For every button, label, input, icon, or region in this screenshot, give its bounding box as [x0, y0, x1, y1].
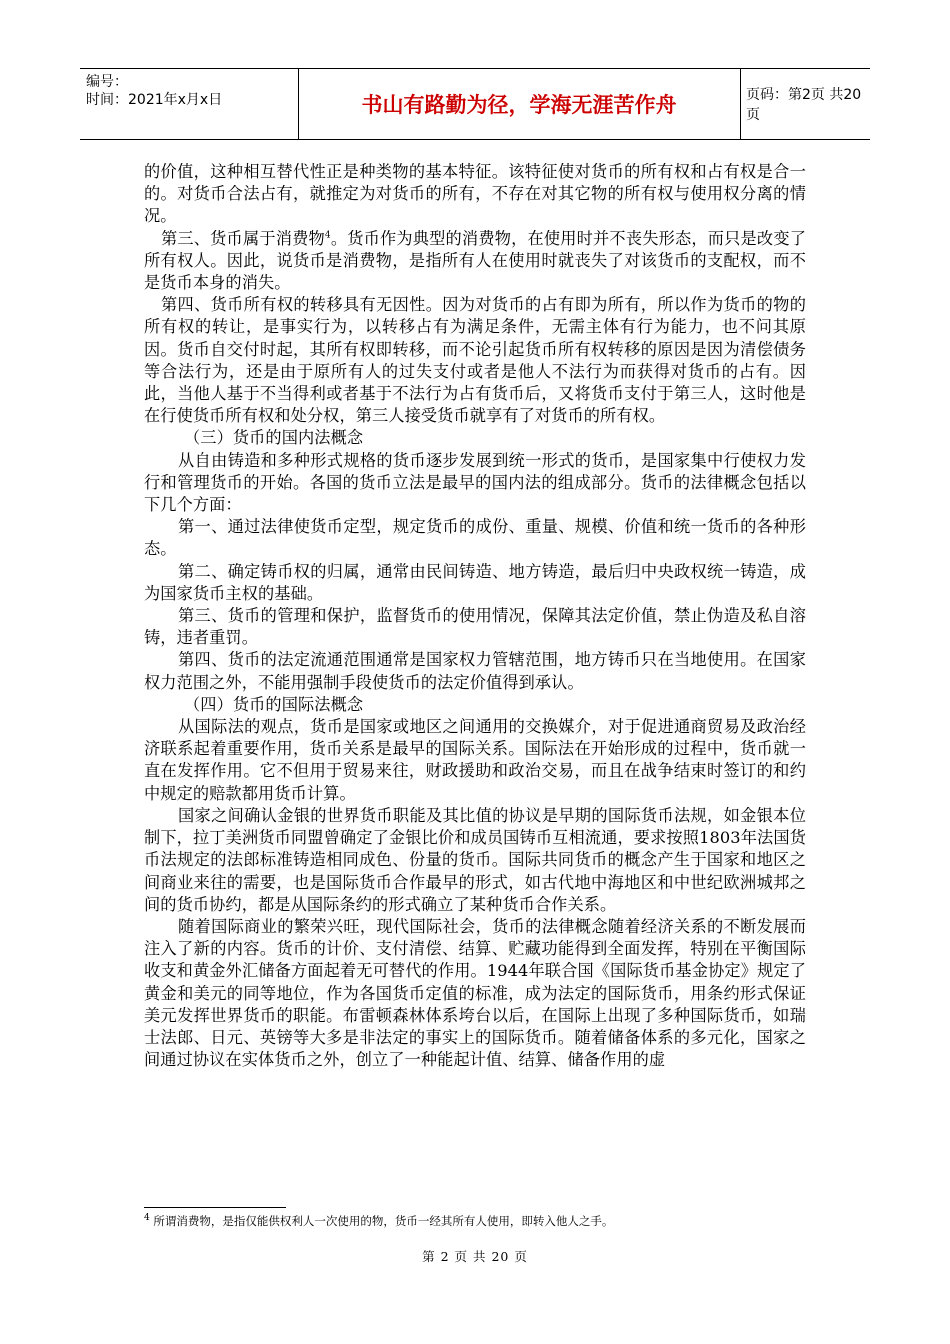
- body-paragraph: 从自由铸造和多种形式规格的货币逐步发展到统一形式的货币，是国家集中行使权力发行和管理货币的开始。各国的货币立法是最早的国内法的组成部分。货币的法律概念包括以下几个方面：: [144, 450, 806, 515]
- body-paragraph: 国家之间确认金银的世界货币职能及其比值的协议是早期的国际货币法规，如金银本位制下，拉丁美洲货币同盟曾确定了金银比价和成员国铸币互相流通，要求按照1803年法国货币法规定的法郎标准铸造相同成色、份量的货币。国际共同货币的概念产生于国家和地区之间商业来往的需要，也是国际货币合作最早的形式，如古代地中海地区和中世纪欧洲城邦之间的货币协约，都是从国际条约的形式确立了某种货币合作关系。: [144, 805, 806, 914]
- paragraph-text: 。货币作为典型的消费物，在使用时并不丧失形态，而只是改变了所有权人。因此，说货币是消费物，是指所有人在使用时就丧失了对该货币的支配权，而不是货币本身的消失。: [144, 228, 806, 293]
- body-paragraph: 第一、通过法律使货币定型，规定货币的成份、重量、规模、价值和统一货币的各种形态。: [144, 517, 806, 559]
- document-time-label: 时间：2021年x月x日: [86, 92, 223, 108]
- paragraph-text: 第三、货币属于消费物: [161, 228, 325, 248]
- body-paragraph: 第二、确定铸币权的归属，通常由民间铸造、地方铸造，最后归中央政权统一铸造，成为国家货币主权的基础。: [144, 561, 806, 603]
- section-heading: （四）货币的国际法概念: [184, 694, 364, 714]
- section-heading: （三）货币的国内法概念: [184, 428, 364, 448]
- footnote-text: 所谓消费物，是指仅能供权利人一次使用的物，货币一经其所有人使用，即转入他人之手。: [153, 1214, 614, 1228]
- document-header: [80, 68, 870, 140]
- body-paragraph: 随着国际商业的繁荣兴旺，现代国际社会，货币的法律概念随着经济关系的不断发展而注入了新的内容。货币的计价、支付清偿、结算、贮藏功能得到全面发挥，特别在平衡国际收支和黄金外汇储备方面起着无可替代的作用。1944年联合国《国际货币基金协定》规定了黄金和美元的同等地位，作为各国货币定值的标准，成为法定的国际货币，用条约形式保证美元发挥世界货币的职能。布雷顿森林体系垮台以后，在国际上出现了多种国际货币，如瑞士法郎、日元、英镑等大多是非法定的事实上的国际货币。随着储备体系的多元化，国家之间通过协议在实体货币之外，创立了一种能起计值、结算、储备作用的虚: [144, 916, 806, 1070]
- body-paragraph: 从国际法的观点，货币是国家或地区之间通用的交换媒介，对于促进通商贸易及政治经济联系起着重要作用，货币关系是最早的国际关系。国际法在开始形成的过程中，货币就一直在发挥作用。它不但用于贸易来往，财政援助和政治交易，而且在战争结束时签订的和约中规定的赔款都用货币计算。: [144, 717, 806, 803]
- footnote-reference[interactable]: 4: [324, 230, 331, 241]
- body-paragraph: [144, 228, 806, 295]
- footnote-mark: 4: [144, 1213, 150, 1224]
- page-number-footer: 第 2 页 共 20 页: [422, 1249, 528, 1264]
- footnote: [144, 1213, 824, 1229]
- header-page-info: 页码：第2页 共20页: [746, 87, 862, 123]
- body-paragraph: 第四、货币的法定流通范围通常是国家权力管辖范围，地方铸币只在当地使用。在国家权力范围之外，不能用强制手段使货币的法定价值得到承认。: [144, 650, 806, 692]
- header-divider: [740, 69, 741, 139]
- header-meta: [86, 73, 296, 109]
- document-body: [144, 161, 806, 1071]
- header-motto: 书山有路勤为径，学海无涯苦作舟: [361, 93, 677, 117]
- body-paragraph: 第四、货币所有权的转移具有无因性。因为对货币的占有即为所有，所以作为货币的物的所有权的转让，是事实行为，以转移占有为满足条件，无需主体有行为能力，也不问其原因。货币自交付时起，其所有权即转移，而不论引起货币所有权转移的原因是因为清偿债务等合法行为，还是由于原所有人的过失支付或者是他人不法行为而获得对货币的占有。因此，当他人基于不当得利或者基于不法行为占有货币后，又将货币支付于第三人，这时他是在行使货币所有权和处分权，第三人接受货币就享有了对货币的所有权。: [144, 295, 806, 426]
- body-paragraph: 的价值，这种相互替代性正是种类物的基本特征。该特征使对货币的所有权和占有权是合一的。对货币合法占有，就推定为对货币的所有，不存在对其它物的所有权与使用权分离的情况。: [144, 162, 806, 226]
- document-number-label: 编号：: [86, 74, 128, 90]
- body-paragraph: 第三、货币的管理和保护，监督货币的使用情况，保障其法定价值，禁止伪造及私自溶铸，违者重罚。: [144, 606, 806, 648]
- footnote-separator: [144, 1207, 286, 1208]
